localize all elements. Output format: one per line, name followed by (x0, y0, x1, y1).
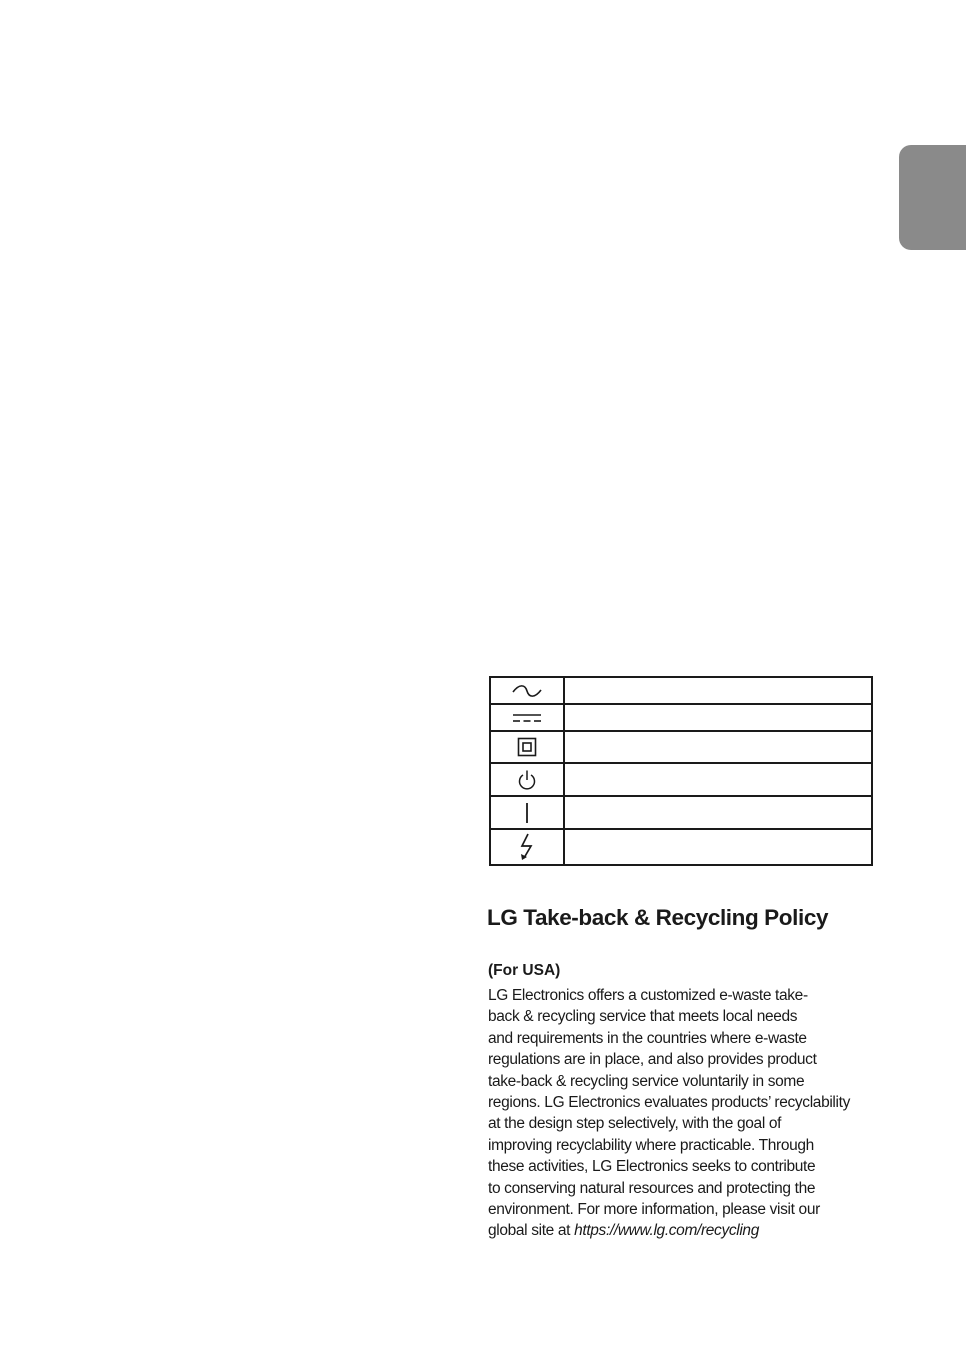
class-ii-equipment-icon (491, 737, 563, 757)
text-line: at the design step selectively, with the goal of (488, 1115, 782, 1133)
region-heading: (For USA) (488, 962, 561, 979)
table-row (490, 763, 872, 796)
ac-tilde-icon (491, 684, 563, 698)
text-line: and requirements in the countries where e-waste (488, 1029, 807, 1047)
symbol-table (489, 676, 873, 866)
symbol-icon-cell (490, 796, 564, 829)
symbol-icon-cell (490, 731, 564, 763)
table-row (490, 829, 872, 865)
symbol-description (564, 763, 872, 796)
table-row (490, 704, 872, 731)
text-line: LG Electronics offers a customized e-waste take- (488, 987, 808, 1004)
symbol-icon-cell (490, 763, 564, 796)
symbol-icon-cell (490, 704, 564, 731)
recycling-policy-text (488, 985, 888, 1242)
hazardous-voltage-icon (491, 833, 563, 861)
table-row (490, 677, 872, 704)
symbol-description (564, 677, 872, 704)
text-line-last (488, 1220, 888, 1241)
text-line: back & recycling service that meets local needs (488, 1008, 798, 1026)
dc-current-icon (491, 713, 563, 723)
symbol-description (564, 704, 872, 731)
text-line: these activities, LG Electronics seeks to contribute (488, 1158, 816, 1176)
symbol-icon-cell (490, 829, 564, 865)
symbol-icon-cell (490, 677, 564, 704)
symbol-description (564, 796, 872, 829)
power-on-icon (491, 802, 563, 824)
recycling-url-link[interactable]: https://www.lg.com/recycling (574, 1222, 759, 1240)
section-title: LG Take-back & Recycling Policy (487, 905, 829, 930)
table-row (490, 731, 872, 763)
text-line: to conserving natural resources and protecting the (488, 1179, 816, 1197)
text-line: improving recyclability where practicable. Through (488, 1136, 814, 1154)
standby-icon (491, 769, 563, 791)
url-prefix: global site at (488, 1222, 575, 1240)
text-line: environment. For more information, please visit our (488, 1201, 820, 1219)
text-line: take-back & recycling service voluntarily in some (488, 1072, 805, 1090)
text-line: regulations are in place, and also provides product (488, 1051, 817, 1069)
text-line: regions. LG Electronics evaluates products’ recyclability (488, 1094, 850, 1112)
symbol-description (564, 731, 872, 763)
table-row (490, 796, 872, 829)
language-side-tab (899, 145, 966, 250)
symbol-description (564, 829, 872, 865)
